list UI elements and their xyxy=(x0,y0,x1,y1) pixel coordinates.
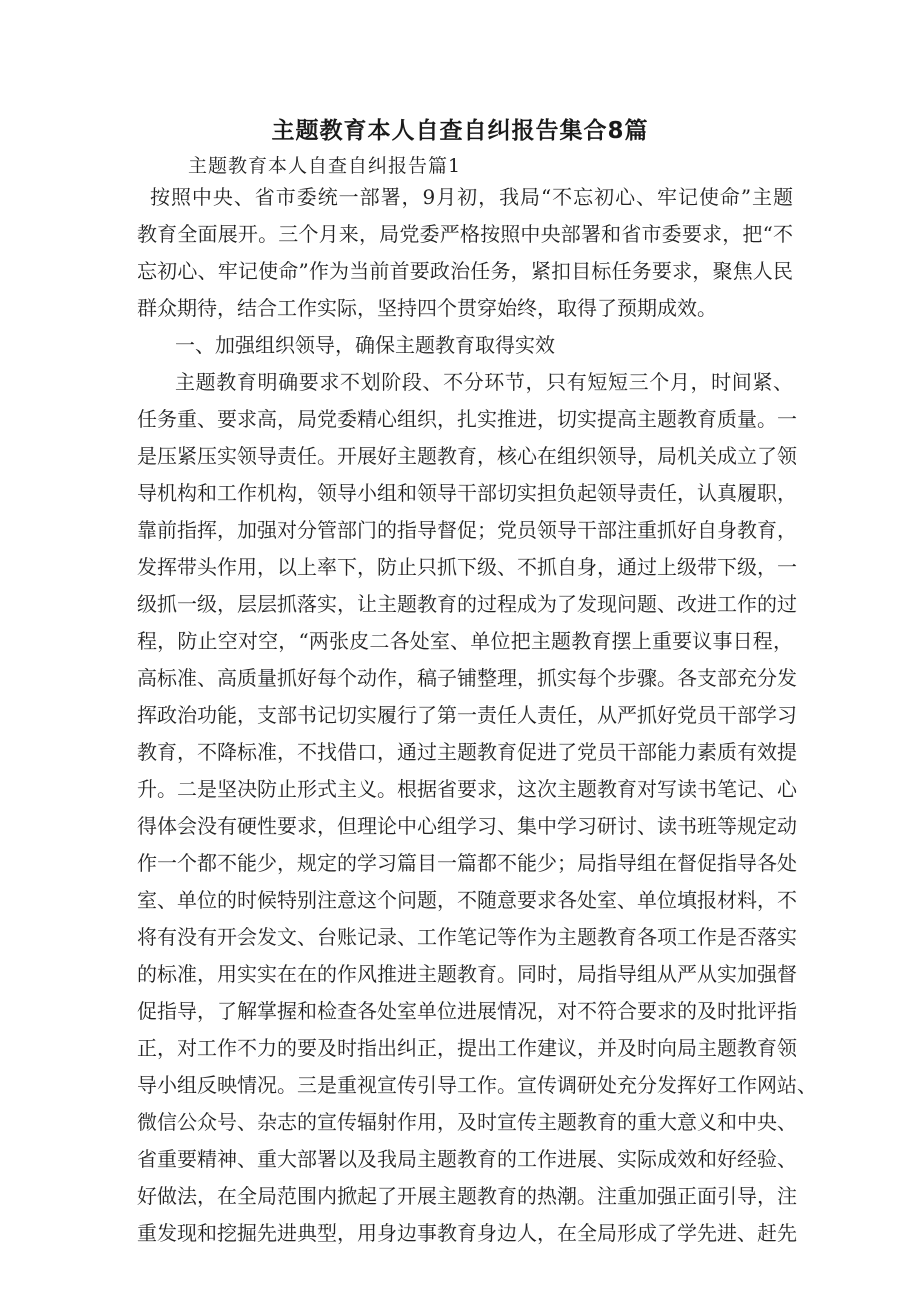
document-title: 主题教育本人自查自纠报告集合8篇 xyxy=(271,118,649,144)
paragraph-2-line: 室、单位的时候特别注意这个问题，不随意要求各处室、单位填报材料，不 xyxy=(137,888,797,912)
paragraph-2-line: 任务重、要求高，局党委精心组织，扎实推进，切实提高主题教育质量。一 xyxy=(137,407,797,431)
paragraph-2-line: 靠前指挥，加强对分管部门的指导督促；党员领导干部注重抓好自身教育， xyxy=(137,518,797,542)
paragraph-2-line: 重发现和挖掘先进典型，用身边事教育身边人，在全局形成了学先进、赶先 xyxy=(137,1221,797,1245)
paragraph-2-line: 升。二是坚决防止形式主义。根据省要求，这次主题教育对写读书笔记、心 xyxy=(137,777,797,801)
paragraph-2-line: 作一个都不能少，规定的学习篇目一篇都不能少；局指导组在督促指导各处 xyxy=(137,851,797,875)
paragraph-2-line: 导小组反映情况。三是重视宣传引导工作。宣传调研处充分发挥好工作网站、 xyxy=(137,1073,817,1097)
paragraph-1-line: 忘初心、牢记使命”作为当前首要政治任务，紧扣目标任务要求，聚焦人民 xyxy=(137,259,793,283)
paragraph-2-line: 省重要精神、重大部署以及我局主题教育的工作进展、实际成效和好经验、 xyxy=(137,1147,797,1171)
paragraph-1-line: 教育全面展开。三个月来，局党委严格按照中央部署和省市委要求，把“不 xyxy=(137,222,793,246)
paragraph-2-line: 教育，不降标准，不找借口，通过主题教育促进了党员干部能力素质有效提 xyxy=(137,740,797,764)
paragraph-2-line: 促指导，了解掌握和检查各处室单位进展情况，对不符合要求的及时批评指 xyxy=(137,999,797,1023)
paragraph-2-line: 好做法，在全局范围内掀起了开展主题教育的热潮。注重加强正面引导，注 xyxy=(137,1184,797,1208)
paragraph-1-line: 群众期待，结合工作实际，坚持四个贯穿始终，取得了预期成效。 xyxy=(137,296,717,320)
paragraph-1-line: 按照中央、省市委统一部署，9月初，我局“不忘初心、牢记使命”主题 xyxy=(150,185,793,209)
paragraph-2-line: 级抓一级，层层抓落实，让主题教育的过程成为了发现问题、改进工作的过 xyxy=(137,592,797,616)
paragraph-2-line: 高标准、高质量抓好每个动作，稿子铺整理，抓实每个步骤。各支部充分发 xyxy=(137,666,797,690)
paragraph-2-line: 挥政治功能，支部书记切实履行了第一责任人责任，从严抓好党员干部学习 xyxy=(137,703,797,727)
paragraph-2-line: 微信公众号、杂志的宣传辐射作用，及时宣传主题教育的重大意义和中央、 xyxy=(137,1110,797,1134)
paragraph-2-line: 主题教育明确要求不划阶段、不分环节，只有短短三个月，时间紧、 xyxy=(175,370,793,394)
paragraph-2-line: 正，对工作不力的要及时指出纠正，提出工作建议，并及时向局主题教育领 xyxy=(137,1036,797,1060)
paragraph-2-line: 程，防止空对空，“两张皮二各处室、单位把主题教育摆上重要议事日程， xyxy=(137,629,793,653)
section-heading: 一、加强组织领导，确保主题教育取得实效 xyxy=(175,333,555,357)
report-subtitle: 主题教育本人自查自纠报告篇1 xyxy=(188,155,462,177)
paragraph-2-line: 导机构和工作机构，领导小组和领导干部切实担负起领导责任，认真履职， xyxy=(137,481,797,505)
paragraph-2-line: 发挥带头作用，以上率下，防止只抓下级、不抓自身，通过上级带下级，一 xyxy=(137,555,797,579)
paragraph-2-line: 的标准，用实实在在的作风推进主题教育。同时，局指导组从严从实加强督 xyxy=(137,962,797,986)
paragraph-2-line: 是压紧压实领导责任。开展好主题教育，核心在组织领导，局机关成立了领 xyxy=(137,444,797,468)
paragraph-2-line: 将有没有开会发文、台账记录、工作笔记等作为主题教育各项工作是否落实 xyxy=(137,925,797,949)
paragraph-2-line: 得体会没有硬性要求，但理论中心组学习、集中学习研讨、读书班等规定动 xyxy=(137,814,797,838)
